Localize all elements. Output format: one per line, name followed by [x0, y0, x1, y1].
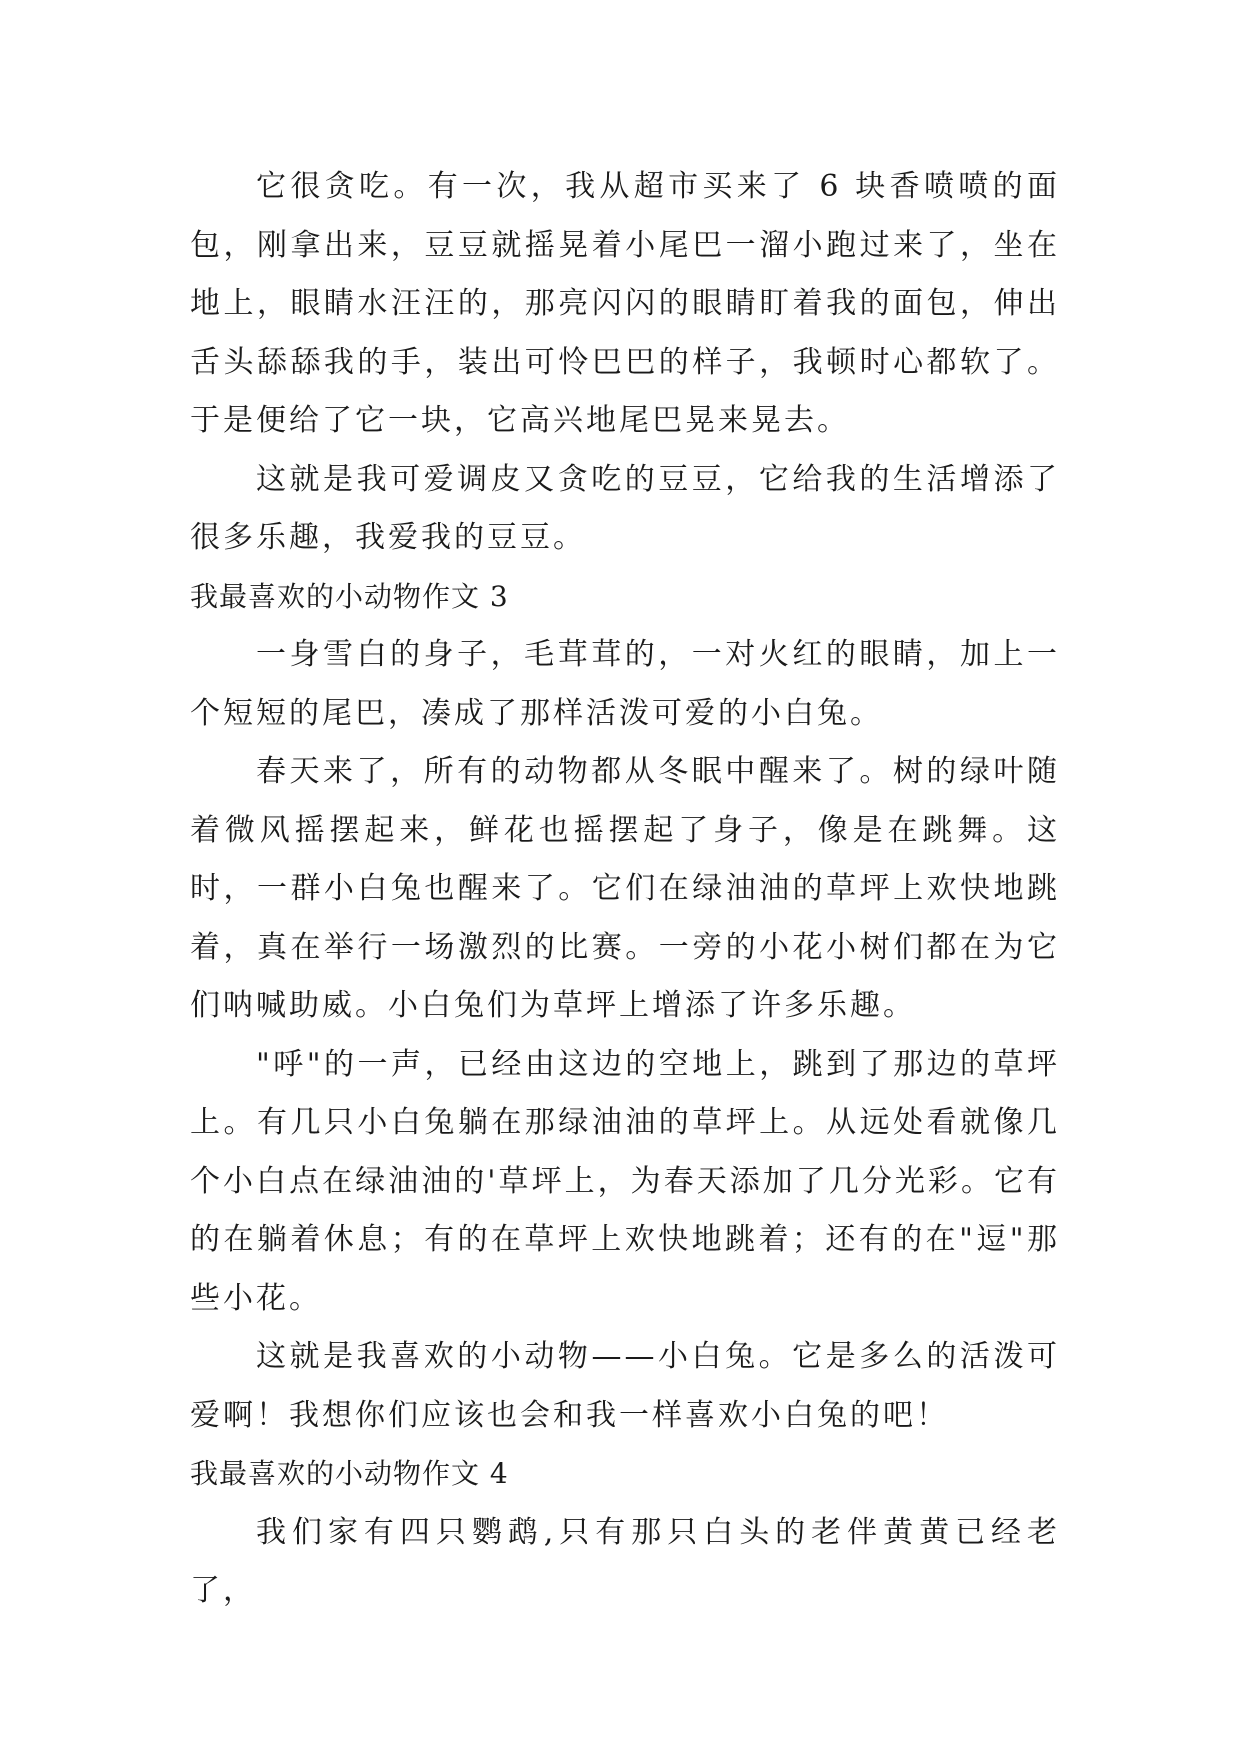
document-page — [190, 158, 1060, 1621]
section-heading: 我最喜欢的小动物作文 4 — [190, 1457, 509, 1490]
paragraph: 一身雪白的身子，毛茸茸的，一对火红的眼睛，加上一个短短的尾巴，凑成了那样活泼可爱的小白兔。 — [190, 637, 1060, 731]
paragraph: "呼"的一声，已经由这边的空地上，跳到了那边的草坪上。有几只小白兔躺在那绿油油的草坪上。从远处看就像几个小白点在绿油油的'草坪上，为春天添加了几分光彩。它有的在躺着休息；有的在草坪上欢快地跳着；还有的在"逗"那些小花。 — [190, 1046, 1060, 1316]
paragraph: 春天来了，所有的动物都从冬眠中醒来了。树的绿叶随着微风摇摆起来，鲜花也摇摆起了身子，像是在跳舞。这时，一群小白兔也醒来了。它们在绿油油的草坪上欢快地跳着，真在举行一场激烈的比赛。一旁的小花小树们都在为它们呐喊助威。小白兔们为草坪上增添了许多乐趣。 — [190, 754, 1060, 1023]
paragraph: 这就是我喜欢的小动物——小白兔。它是多么的活泼可爱啊！我想你们应该也会和我一样喜欢小白兔的吧！ — [190, 1339, 1060, 1433]
paragraph: 它很贪吃。有一次，我从超市买来了 6 块香喷喷的面包，刚拿出来，豆豆就摇晃着小尾巴一溜小跑过来了，坐在地上，眼睛水汪汪的，那亮闪闪的眼睛盯着我的面包，伸出舌头舔舔我的手，装出可怜巴巴的样子，我顿时心都软了。于是便给了它一块，它高兴地尾巴晃来晃去。 — [190, 169, 1060, 438]
section-heading: 我最喜欢的小动物作文 3 — [190, 579, 509, 613]
paragraph: 我们家有四只鹦鹉,只有那只白头的老伴黄黄已经老了， — [190, 1514, 1060, 1608]
paragraph: 这就是我可爱调皮又贪吃的豆豆，它给我的生活增添了很多乐趣，我爱我的豆豆。 — [190, 461, 1060, 555]
